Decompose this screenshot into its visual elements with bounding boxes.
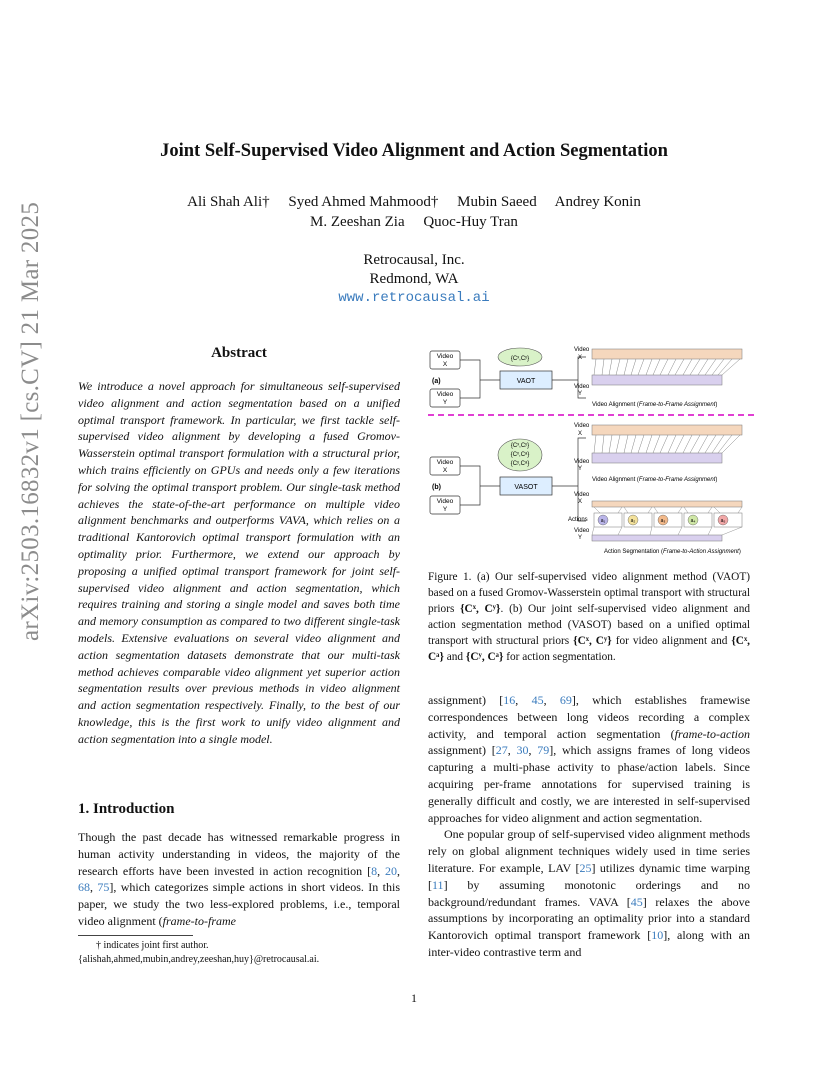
svg-text:X: X (442, 467, 448, 474)
svg-text:Y: Y (442, 399, 448, 406)
svg-text:{Cˣ,Cʸ}: {Cˣ,Cʸ} (510, 356, 530, 362)
svg-text:Y: Y (578, 466, 583, 472)
svg-text:X: X (578, 499, 583, 505)
citation-link[interactable]: 25 (579, 860, 592, 875)
introduction-heading: 1. Introduction (78, 801, 175, 817)
abstract-heading: Abstract (211, 345, 267, 361)
right-column-text (428, 692, 750, 961)
citation-link[interactable]: 45 (531, 693, 544, 707)
citation-link[interactable]: 27 (495, 743, 508, 758)
svg-text:Video: Video (574, 528, 590, 534)
svg-text:Video: Video (436, 459, 454, 466)
svg-text:X: X (578, 355, 583, 361)
footnote-rule (78, 935, 193, 936)
citation-link[interactable]: 45 (630, 894, 643, 909)
svg-text:a₄: a₄ (690, 518, 696, 524)
alignment-lines-a (594, 359, 740, 375)
video-x-label: Video (436, 353, 454, 360)
page-number: 1 (411, 991, 417, 1005)
frames-y-b (592, 453, 722, 463)
affiliation-location: Redmond, WA (369, 271, 459, 287)
citation-link[interactable]: 8 (371, 863, 378, 878)
panel-a-label: (a) (432, 378, 441, 385)
citation-link[interactable]: 20 (385, 863, 398, 878)
svg-text:a₁: a₁ (600, 518, 606, 524)
svg-text:Video: Video (574, 492, 590, 498)
svg-text:a₅: a₅ (720, 518, 726, 524)
svg-text:Video: Video (574, 423, 590, 429)
arxiv-sidebar-id: arXiv:2503.16832v1 [cs.CV] 21 Mar 2025 (17, 201, 44, 641)
paragraph: One popular group of self-supervised video alignment methods rely on global alignment techniques widely used in time series literature. For example, LAV [25] utilizes dynamic time warping [11] by assuming monotonic orderings and no background/redundant frames. VAVA [45] relaxes the above assumptions by incorporating an optimality prior into a standard Kantorovich optimal transport framework [10], along with an inter-video contrastive term and (428, 827, 750, 959)
figure-1-caption: Figure 1. (a) Our self-supervised video alignment method (VAOT) based on a fused Gromov-Wasserstein optimal transport with structural priors {Cˣ, Cʸ}. (b) Our joint self-supervised video alignment and action segmentation method (VASOT) based on a unified optimal transport with structural priors {Cˣ, Cʸ} for video alignment and {Cˣ, Cᵃ} and {Cʸ, Cᵃ} for action segmentation. (428, 571, 750, 663)
footnote-emails: {alishah,ahmed,mubin,andrey,zeeshan,huy}@retrocausal.ai. (78, 954, 320, 965)
citation-link[interactable]: 79 (537, 743, 550, 758)
svg-text:a₃: a₃ (660, 518, 666, 524)
paper-title: Joint Self-Supervised Video Alignment and Action Segmentation (160, 141, 668, 161)
svg-text:Y: Y (578, 391, 583, 397)
svg-text:{Cˣ,Cᵃ}: {Cˣ,Cᵃ} (510, 452, 530, 458)
affiliation-url-link[interactable]: www.retrocausal.ai (338, 290, 490, 306)
svg-text:Action Segmentation (Frame-to-: Action Segmentation (Frame-to-Action Assignment) (604, 549, 741, 555)
action-slots (594, 513, 742, 527)
panel-b-label: (b) (432, 484, 441, 491)
svg-text:Video: Video (436, 498, 454, 505)
author-line-2: M. Zeeshan Zia Quoc-Huy Tran (310, 214, 518, 230)
svg-text:Video: Video (574, 384, 590, 390)
frames-x-a (592, 349, 742, 359)
svg-text:X: X (578, 431, 583, 437)
citation-link[interactable]: 69 (559, 693, 572, 707)
citation-link[interactable]: 11 (432, 877, 444, 892)
svg-text:Video Alignment (Frame-to-Fram: Video Alignment (Frame-to-Frame Assignment) (592, 402, 718, 408)
frames-y-a (592, 375, 722, 385)
svg-text:{Cˣ,Cʸ}: {Cˣ,Cʸ} (510, 443, 530, 449)
svg-text:VASOT: VASOT (514, 484, 538, 491)
svg-text:Video: Video (436, 391, 454, 398)
abstract-text: We introduce a novel approach for simultaneous self-supervised video alignment and action segmentation based on a unified optimal transport framework. In particular, we first tackle self-supervised video alignment by developing a fused Gromov-Wasserstein optimal transport formulation with a structural prior, which trains efficiently on GPUs and needs only a few iterations for solving the optimal transport problem. Our single-task method achieves the state-of-the-art performance on multiple video alignment benchmarks and outperforms VAVA, which relies on a traditional Kantorovich optimal transport formulation with an optimality prior. Furthermore, we extend our approach by proposing a unified optimal transport framework for joint self-supervised video alignment and action segmentation, which requires training and storing a single model and saves both time and memory consumption as compared to two different single-task models. Extensive evaluations on several video alignment and action segmentation datasets demonstrate that our multi-task method achieves comparable video alignment yet superior action segmentation results over previous methods in video alignment and action segmentation respectively. Finally, to the best of our knowledge, this is the first work to unify video alignment and action segmentation into a single model. (78, 379, 400, 746)
footnote-joint-author: † indicates joint first author. (96, 940, 209, 951)
paragraph: assignment) [16, 45, 69], which establishes framewise correspondences between long videos recording a complex activity, and temporal action segmentation (frame-to-action assignment) [27, 30, 79], which assigns frames of long videos capturing a multi-phase activity to phase/action labels. Since acquiring per-frame annotations for supervised training is generally difficult and costly, we are interested in self-supervised approaches for video alignment and action segmentation. (428, 693, 751, 825)
svg-text:Video Alignment (Frame-to-Fram: Video Alignment (Frame-to-Frame Assignment) (592, 477, 718, 483)
figure-1-diagram (428, 343, 758, 558)
svg-text:Y: Y (442, 506, 448, 513)
citation-link[interactable]: 16 (503, 693, 516, 707)
svg-text:VAOT: VAOT (516, 378, 536, 385)
svg-text:Y: Y (578, 535, 583, 541)
citation-link[interactable]: 30 (516, 743, 529, 758)
affiliation: Retrocausal, Inc. (363, 252, 465, 268)
x-label: X (442, 361, 448, 368)
alignment-lines-b (594, 435, 740, 453)
svg-text:{Cʸ,Cᵃ}: {Cʸ,Cᵃ} (510, 461, 530, 467)
frames-x-b (592, 425, 742, 435)
citation-link[interactable]: 68 (78, 880, 90, 895)
svg-text:Video: Video (574, 459, 590, 465)
citation-link[interactable]: 75 (97, 880, 110, 895)
introduction-text: Though the past decade has witnessed remarkable progress in human activity understanding in videos, the majority of the research efforts have been invested in action recognition [8, 20, 68, 75], which categorizes simple actions in short videos. In this paper, we study the two less-explored problems, i.e., temporal video alignment (frame-to-frame (78, 830, 401, 928)
citation-link[interactable]: 10 (651, 928, 664, 943)
author-line-1: Ali Shah Ali† Syed Ahmed Mahmood† Mubin Saeed Andrey Konin (187, 194, 641, 210)
svg-text:a₂: a₂ (630, 518, 636, 524)
svg-text:Video: Video (574, 347, 590, 353)
actions-label: Actions (568, 517, 588, 523)
